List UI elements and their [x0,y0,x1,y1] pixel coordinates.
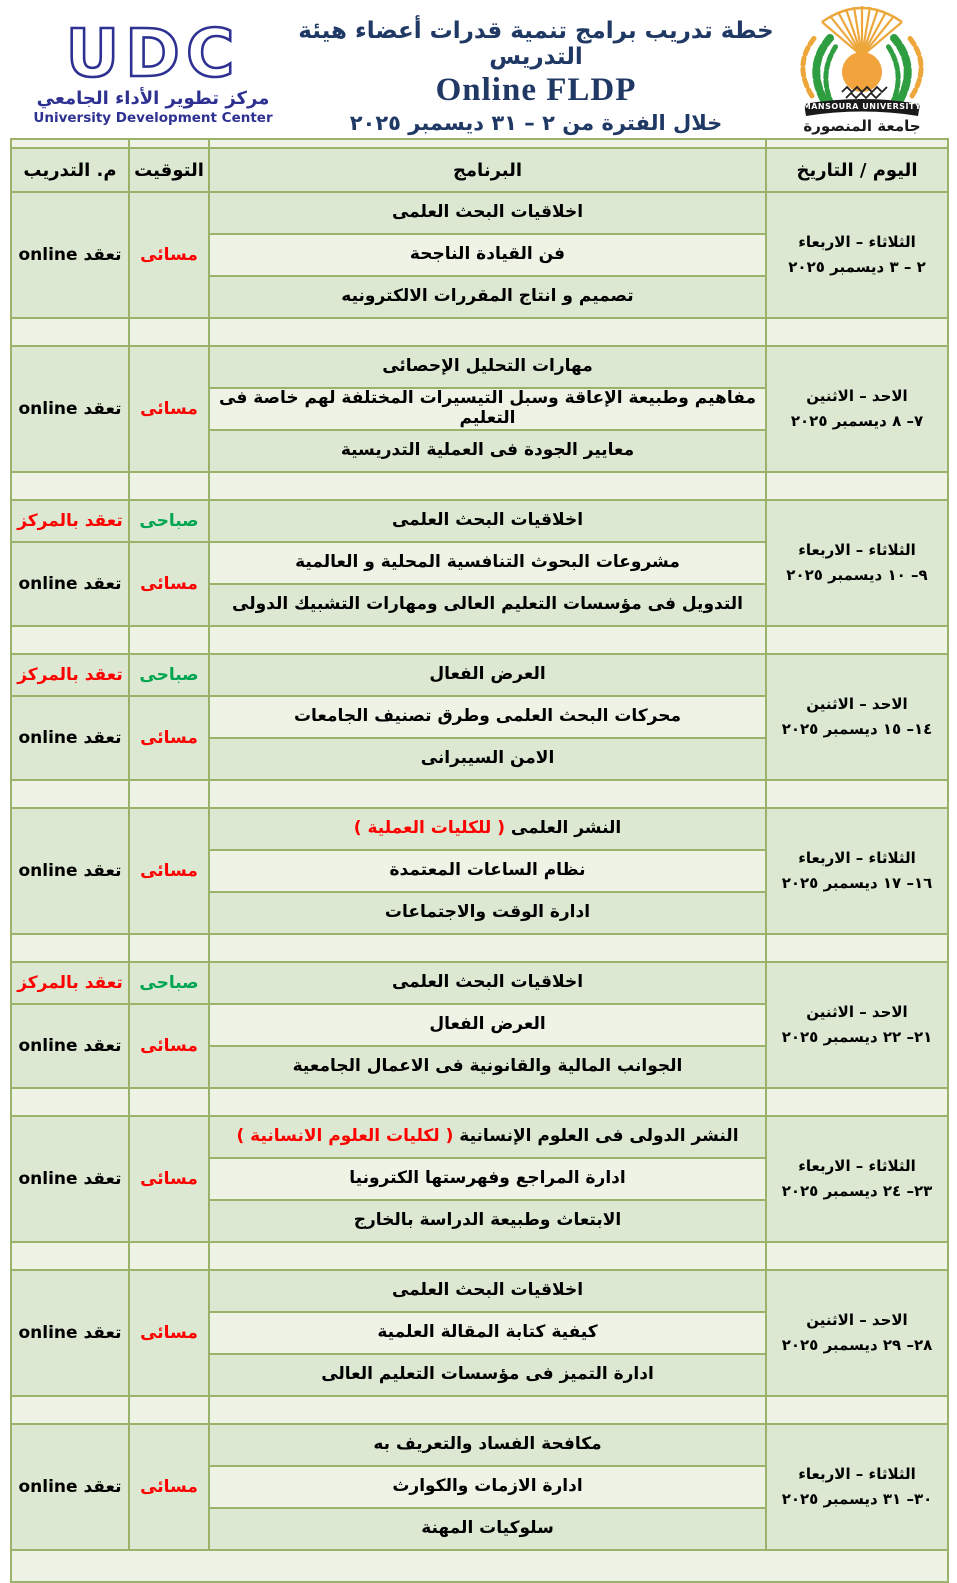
schedule-row [11,808,948,850]
spacer-row [11,1088,948,1116]
venue-cell: تعقد بالمركز [11,654,129,696]
day-label: الاحد – الاثنين [806,694,908,713]
day-label: الاحد – الاثنين [806,1310,908,1329]
program-cell: اخلاقيات البحث العلمى [209,192,766,234]
program-cell: مكافحة الفساد والتعريف به [209,1424,766,1466]
program-cell: نظام الساعات المعتمدة [209,850,766,892]
program-cell: ادارة الوقت والاجتماعات [209,892,766,934]
page-subtitle: خلال الفترة من ٢ – ٣١ ديسمبر ٢٠٢٥ [349,111,723,135]
spacer-row [11,472,948,500]
schedule-row [11,962,948,1004]
program-cell: تصميم و انتاج المقررات الالكترونيه [209,276,766,318]
program-cell: اخلاقيات البحث العلمى [209,1270,766,1312]
date-label: ٩– ١٠ ديسمبر ٢٠٢٥ [786,566,928,584]
page-header [0,0,957,138]
date-label: ٢٨– ٢٩ ديسمبر ٢٠٢٥ [781,1336,933,1354]
schedule-row [11,346,948,388]
date-cell [766,962,948,1088]
timing-cell: مسائى [129,346,209,472]
date-label: ٢١– ٢٢ ديسمبر ٢٠٢٥ [781,1028,933,1046]
spacer-cell [129,1396,209,1424]
program-red-note: ( لكليات العلوم الانسانية ) [236,1126,454,1147]
page-title-english: Online FLDP [435,72,637,108]
spacer-cell [209,318,766,346]
program-cell: اخلاقيات البحث العلمى [209,500,766,542]
spacer-cell [766,780,948,808]
program-cell: ادارة المراجع وفهرستها الكترونيا [209,1158,766,1200]
spacer-cell [11,318,129,346]
university-name-arabic: جامعة المنصورة [802,117,921,135]
program-cell: النشر العلمى ( للكليات العملية ) [209,808,766,850]
program-cell: فن القيادة الناجحة [209,234,766,276]
program-cell: الابتعاث وطبيعة الدراسة بالخارج [209,1200,766,1242]
program-cell: اخلاقيات البحث العلمى [209,962,766,1004]
program-cell: معايير الجودة فى العملية التدريسية [209,430,766,472]
spacer-cell [11,934,129,962]
program-cell: ادارة الازمات والكوارث [209,1466,766,1508]
schedule-row [11,1116,948,1158]
schedule-table-body [11,139,948,1582]
venue-cell: تعقد online [11,696,129,780]
venue-cell: تعقد online [11,192,129,318]
spacer-cell [209,1396,766,1424]
date-label: ١٦– ١٧ ديسمبر ٢٠٢٥ [781,874,933,892]
venue-cell: تعقد online [11,542,129,626]
venue-cell: تعقد online [11,1004,129,1088]
spacer-cell [11,780,129,808]
venue-cell: تعقد online [11,808,129,934]
program-cell: النشر الدولى فى العلوم الإنسانية ( لكليات العلوم الانسانية ) [209,1116,766,1158]
date-label: ٢٣– ٢٤ ديسمبر ٢٠٢٥ [781,1182,933,1200]
date-label: ١٤– ١٥ ديسمبر ٢٠٢٥ [781,720,933,738]
waves-icon [842,87,887,98]
program-cell: الجوانب المالية والقانونية فى الاعمال الجامعية [209,1046,766,1088]
spacer-cell [129,1242,209,1270]
program-cell: محركات البحث العلمى وطرق تصنيف الجامعات [209,696,766,738]
timing-cell: صباحى [129,962,209,1004]
udc-name-arabic: مركز تطوير الأداء الجامعي [36,88,270,109]
spacer-row [11,780,948,808]
date-cell [766,1270,948,1396]
table-header-row [11,148,948,192]
program-cell: الامن السيبرانى [209,738,766,780]
udc-logo [8,4,298,126]
program-cell: التدويل فى مؤسسات التعليم العالى ومهارات التشبيك الدولى [209,584,766,626]
spacer-cell [129,1088,209,1116]
date-cell [766,654,948,780]
program-cell: سلوكيات المهنة [209,1508,766,1550]
day-label: الثلاثاء – الاربعاء [798,540,916,559]
program-cell: العرض الفعال [209,1004,766,1046]
spacer-cell [129,139,209,148]
venue-cell: تعقد online [11,1116,129,1242]
spacer-cell [766,139,948,148]
university-banner: MANSOURA UNIVERSITY [802,102,921,111]
spacer-cell [129,780,209,808]
venue-cell: تعقد بالمركز [11,500,129,542]
spacer-cell [11,1396,129,1424]
sun-icon [842,52,882,92]
date-cell [766,1116,948,1242]
date-label: ٢ – ٣ ديسمبر ٢٠٢٥ [788,258,926,276]
spacer-row [11,1396,948,1424]
spacer-cell [209,1088,766,1116]
spacer-cell [129,472,209,500]
day-label: الثلاثاء – الاربعاء [798,232,916,251]
timing-cell: مسائى [129,808,209,934]
spacer-cell [766,1396,948,1424]
day-label: الاحد – الاثنين [806,386,908,405]
program-cell: مفاهيم وطبيعة الإعاقة وسبل التيسيرات المختلفة لهم خاصة فى التعليم [209,388,766,430]
udc-logo-icon [38,14,268,90]
timing-cell: مسائى [129,1270,209,1396]
schedule-row [11,1270,948,1312]
spacer-cell [209,626,766,654]
timing-cell: مسائى [129,542,209,626]
column-header-program: البرنامج [209,148,766,192]
date-label: ٣٠– ٣١ ديسمبر ٢٠٢٥ [781,1490,933,1508]
spacer-row [11,318,948,346]
date-cell [766,192,948,318]
program-cell: مشروعات البحوث التنافسية المحلية و العالمية [209,542,766,584]
table-top-strip [11,139,948,148]
spacer-cell [209,139,766,148]
schedule-row [11,192,948,234]
date-cell [766,346,948,472]
venue-cell: تعقد online [11,1270,129,1396]
program-cell: العرض الفعال [209,654,766,696]
spacer-cell [11,626,129,654]
schedule-table [10,138,949,1583]
timing-cell: مسائى [129,696,209,780]
column-header-date: اليوم / التاريخ [766,148,948,192]
udc-name-english: University Development Center [33,110,273,126]
schedule-row [11,500,948,542]
venue-cell: تعقد online [11,346,129,472]
page-title-arabic: خطة تدريب برامج تنمية قدرات أعضاء هيئة التدريس [298,18,774,70]
spacer-cell [766,318,948,346]
spacer-cell [11,139,129,148]
page-title-block [298,4,774,135]
spacer-cell [129,626,209,654]
bottom-spacer-cell [11,1550,948,1582]
venue-cell: تعقد online [11,1424,129,1550]
spacer-cell [129,934,209,962]
spacer-cell [11,1242,129,1270]
spacer-cell [209,1242,766,1270]
spacer-cell [11,1088,129,1116]
timing-cell: مسائى [129,1424,209,1550]
date-cell [766,500,948,626]
spacer-row [11,934,948,962]
day-label: الثلاثاء – الاربعاء [798,1464,916,1483]
university-logo [774,4,949,140]
spacer-cell [209,472,766,500]
timing-cell: مسائى [129,1004,209,1088]
spacer-cell [766,472,948,500]
spacer-row [11,1550,948,1582]
spacer-cell [11,472,129,500]
udc-acronym: UDC [65,15,241,90]
program-cell: ادارة التميز فى مؤسسات التعليم العالى [209,1354,766,1396]
schedule-row [11,1424,948,1466]
timing-cell: مسائى [129,1116,209,1242]
university-logo-icon [778,4,946,136]
day-label: الاحد – الاثنين [806,1002,908,1021]
day-label: الثلاثاء – الاربعاء [798,848,916,867]
spacer-cell [766,1242,948,1270]
venue-cell: تعقد بالمركز [11,962,129,1004]
program-red-note: ( للكليات العملية ) [353,818,506,839]
column-header-timing: التوقيت [129,148,209,192]
spacer-row [11,1242,948,1270]
date-label: ٧– ٨ ديسمبر ٢٠٢٥ [790,412,924,430]
date-cell [766,808,948,934]
spacer-cell [209,780,766,808]
column-header-venue: م. التدريب [11,148,129,192]
day-label: الثلاثاء – الاربعاء [798,1156,916,1175]
date-cell [766,1424,948,1550]
spacer-row [11,626,948,654]
program-cell: كيفية كتابة المقالة العلمية [209,1312,766,1354]
program-cell: مهارات التحليل الإحصائى [209,346,766,388]
spacer-cell [766,1088,948,1116]
timing-cell: صباحى [129,654,209,696]
schedule-row [11,654,948,696]
spacer-cell [209,934,766,962]
spacer-cell [129,318,209,346]
timing-cell: صباحى [129,500,209,542]
spacer-cell [766,626,948,654]
spacer-cell [766,934,948,962]
timing-cell: مسائى [129,192,209,318]
